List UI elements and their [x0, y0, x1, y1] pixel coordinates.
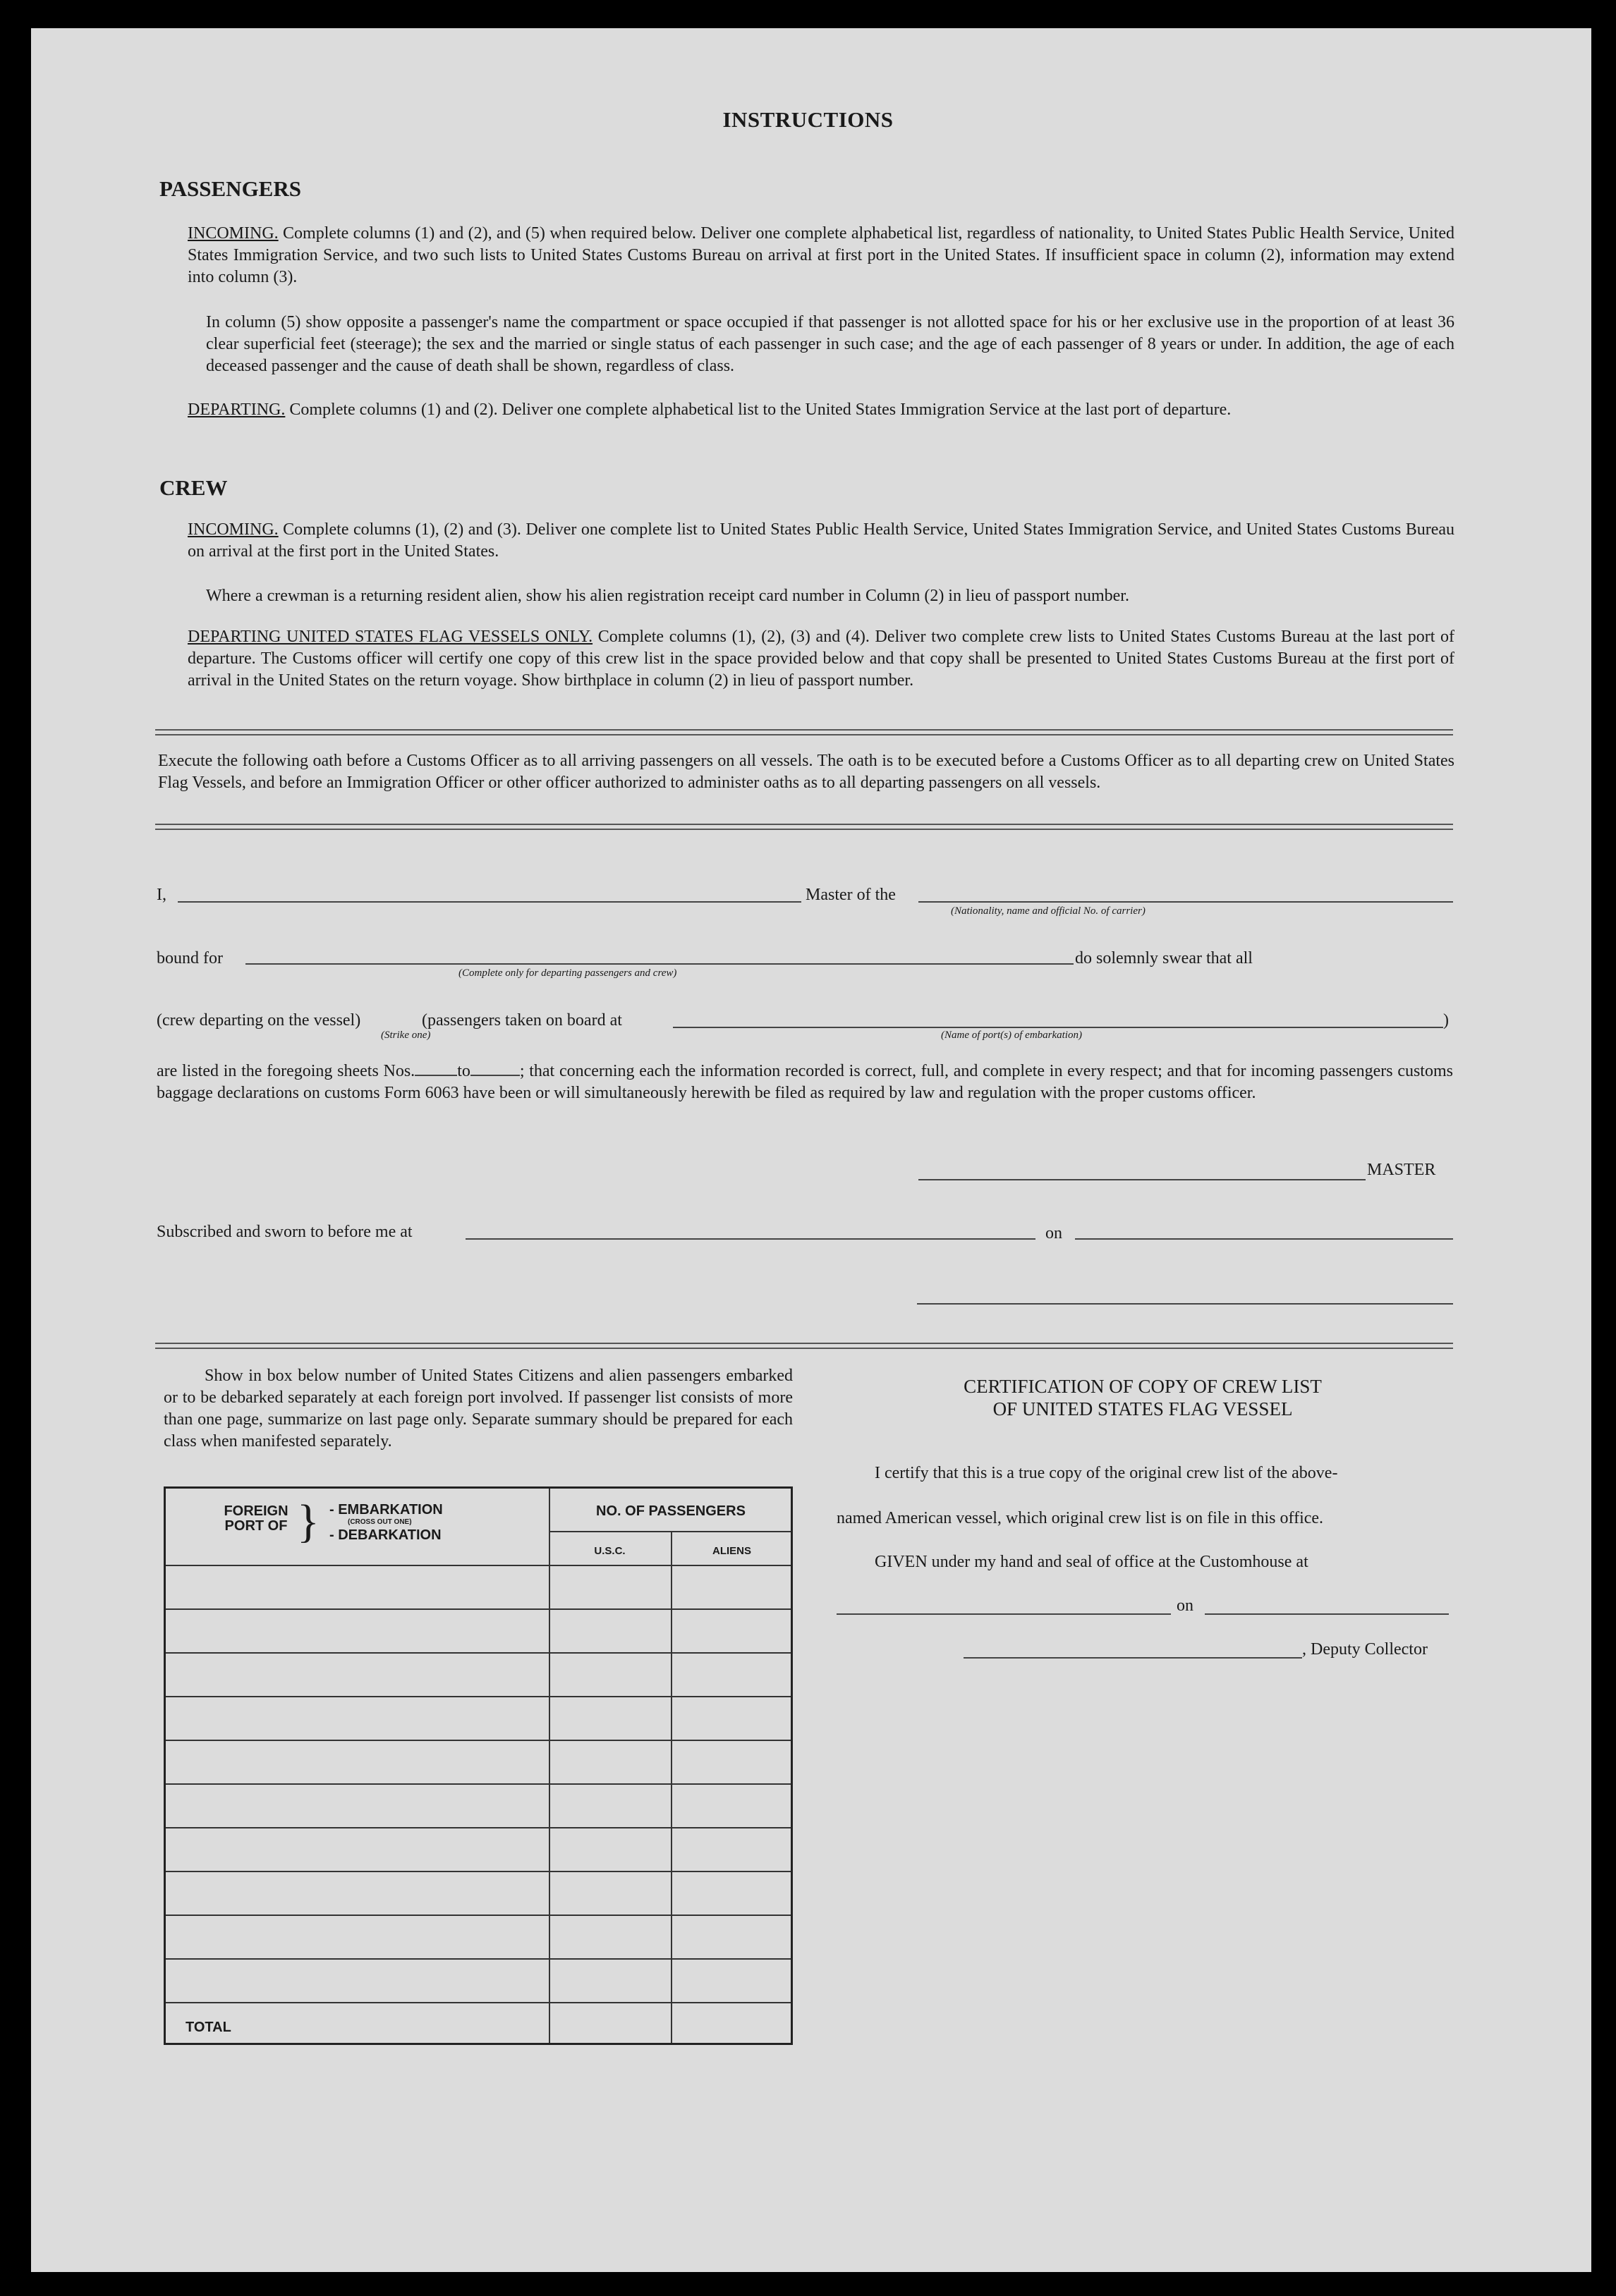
page-title: INSTRUCTIONS: [722, 107, 894, 132]
oath-intro: Execute the following oath before a Customs Officer as to all arriving passengers on all vessels. The oath is to be executed before a Customs Officer as to all departing crew on United States Flag Vessels, and before an Immigration Officer or other officer authorized to administer oaths as to all departing passengers on all vessels.: [158, 752, 1454, 792]
table-subheader-rule: [549, 1531, 791, 1532]
passengers-column5-paragraph: In column (5) show opposite a passenger's name the compartment or space occupied if that passenger is not allotted space for his or her exclusive use in the proportion of at least 36 clear superficial feet (steerage); the sex and the married or single status of each passenger in such case; and the age of each passenger of 8 years or under. In addition, the age of each deceased passenger and the cause of death shall be shown, regardless of class.: [206, 313, 1454, 375]
passenger-summary-table: [164, 1486, 793, 2045]
subscribed-label: Subscribed and sworn to before me at: [157, 1223, 413, 1241]
master-label: MASTER: [1367, 1161, 1436, 1179]
crew-departing-text: Complete columns (1), (2), (3) and (4). Deliver two complete crew lists to United States Customs Bureau at the last port of departure. The Customs officer will certify one copy of this crew list in the space provided below and that copy shall be presented to United States Customs Bureau at the first port of arrival in the United States on the return voyage. Show birthplace in column (2) in lieu of passport number.: [188, 628, 1455, 690]
sheet-from-field[interactable]: [415, 1075, 457, 1076]
total-label: TOTAL: [186, 2020, 231, 2035]
certification-line-2: named American vessel, which original crew list is on file in this office.: [837, 1509, 1324, 1527]
section-divider-3: [155, 1343, 1453, 1349]
col-usc: U.S.C.: [594, 1545, 626, 1557]
summary-instructions: Show in box below number of United States Citizens and alien passengers embarked or to be debarked separately at each foreign port involved. If passenger list consists of more than one page, summarize on last page only. Separate summary should be prepared for each class when manifested separately.: [164, 1367, 793, 1451]
col-no-passengers: NO. OF PASSENGERS: [596, 1503, 746, 1519]
carrier-caption: (Nationality, name and official No. of carrier): [951, 905, 1146, 917]
table-row[interactable]: [166, 1827, 791, 1828]
col-debarkation: - DEBARKATION: [329, 1527, 442, 1543]
col-aliens: ALIENS: [712, 1545, 751, 1557]
col-embarkation: - EMBARKATION: [329, 1502, 443, 1518]
certification-title-line-1: CERTIFICATION OF COPY OF CREW LIST: [964, 1376, 1322, 1397]
swear-label: do solemnly swear that all: [1075, 949, 1253, 967]
crew-departing-lead: DEPARTING UNITED STATES FLAG VESSELS ONLY.: [188, 628, 593, 646]
crew-departing-option: (crew departing on the vessel): [157, 1011, 361, 1030]
certification-line-3: GIVEN under my hand and seal of office at the Customhouse at: [875, 1553, 1308, 1571]
passengers-departing-lead: DEPARTING.: [188, 401, 286, 419]
crew-resident-paragraph: Where a crewman is a returning resident alien, show his alien registration receipt card number in Column (2) in lieu of passport number.: [206, 587, 1129, 605]
table-row[interactable]: [166, 1608, 791, 1610]
col-foreign-port: FOREIGN PORT OF: [224, 1503, 288, 1534]
oath-i-label: I,: [157, 886, 166, 904]
crew-incoming-lead: INCOMING.: [188, 520, 279, 539]
bound-for-field[interactable]: [245, 963, 1074, 965]
crew-incoming-text: Complete columns (1), (2) and (3). Deliver one complete list to United States Public Health Service, United States Immigration Service, and United States Customs Bureau on arrival at the first port in the United States.: [188, 520, 1455, 561]
passengers-taken-option: (passengers taken on board at: [422, 1011, 622, 1030]
table-row[interactable]: [166, 1696, 791, 1697]
sheets-text-b: ; that concerning each the information recorded is correct, full, and complete in every respect; and that for incoming passengers customs baggage declarations on customs Form 6063 have been or will simultaneously herewith be filed as required by law and regulation with the proper customs officer.: [157, 1062, 1453, 1102]
bound-for-label: bound for: [157, 949, 223, 967]
passengers-heading: PASSENGERS: [159, 176, 301, 201]
bound-for-caption: (Complete only for departing passengers and crew): [458, 967, 677, 979]
port-caption: (Name of port(s) of embarkation): [941, 1030, 1082, 1041]
certification-title-line-2: OF UNITED STATES FLAG VESSEL: [992, 1398, 1293, 1419]
passengers-departing-paragraph: [188, 399, 1454, 421]
subscribed-on-label: on: [1045, 1224, 1062, 1242]
embarkation-port-field[interactable]: [673, 1027, 1443, 1028]
brace-glyph: }: [297, 1496, 320, 1547]
close-paren: ): [1443, 1011, 1449, 1030]
table-row[interactable]: [166, 1740, 791, 1741]
strike-caption: (Strike one): [381, 1030, 431, 1041]
total-row[interactable]: [166, 2002, 791, 2003]
customhouse-field[interactable]: [837, 1613, 1171, 1615]
table-col-divider-1: [549, 1489, 550, 2043]
master-signature-field[interactable]: [918, 1179, 1366, 1180]
subscribed-place-field[interactable]: [466, 1238, 1035, 1240]
sheet-to-field[interactable]: [470, 1075, 520, 1076]
crew-heading: CREW: [159, 475, 228, 500]
table-row[interactable]: [166, 1958, 791, 1960]
sheets-text-a: are listed in the foregoing sheets Nos.: [157, 1062, 415, 1080]
section-divider-2: [155, 824, 1453, 830]
deputy-collector-label: , Deputy Collector: [1302, 1640, 1428, 1659]
crew-incoming-paragraph: [188, 519, 1454, 563]
master-of-label: Master of the: [806, 886, 896, 904]
passengers-incoming-text: Complete columns (1) and (2), and (5) when required below. Deliver one complete alphabetical list, regardless of nationality, to United States Public Health Service, United States Immigration Service, and two such lists to United States Customs Bureau on arrival at first port in the United States. If insufficient space in column (2), information may extend into column (3).: [188, 224, 1455, 286]
passengers-incoming-lead: INCOMING.: [188, 224, 279, 243]
table-row[interactable]: [166, 1565, 791, 1566]
table-row[interactable]: [166, 1915, 791, 1916]
passengers-incoming-paragraph: [188, 223, 1454, 288]
carrier-field[interactable]: [918, 901, 1453, 903]
sheets-paragraph: [157, 1061, 1453, 1104]
officer-signature-field[interactable]: [917, 1303, 1453, 1305]
certification-line-1: I certify that this is a true copy of the original crew list of the above-: [875, 1464, 1338, 1482]
sheets-to-label: to: [457, 1062, 470, 1080]
deputy-signature-field[interactable]: [964, 1657, 1302, 1659]
subscribed-date-field[interactable]: [1075, 1238, 1453, 1240]
certification-date-field[interactable]: [1205, 1613, 1449, 1615]
table-row[interactable]: [166, 1783, 791, 1785]
master-name-field[interactable]: [178, 901, 801, 903]
certification-title: [832, 1375, 1453, 1420]
table-row[interactable]: [166, 1652, 791, 1654]
cross-out-note: (CROSS OUT ONE): [348, 1518, 412, 1526]
certification-on-label: on: [1177, 1596, 1193, 1615]
crew-departing-paragraph: [188, 626, 1454, 692]
table-row[interactable]: [166, 1871, 791, 1872]
section-divider-1: [155, 729, 1453, 735]
passengers-departing-text: Complete columns (1) and (2). Deliver one complete alphabetical list to the United States Immigration Service at the last port of departure.: [289, 401, 1232, 419]
